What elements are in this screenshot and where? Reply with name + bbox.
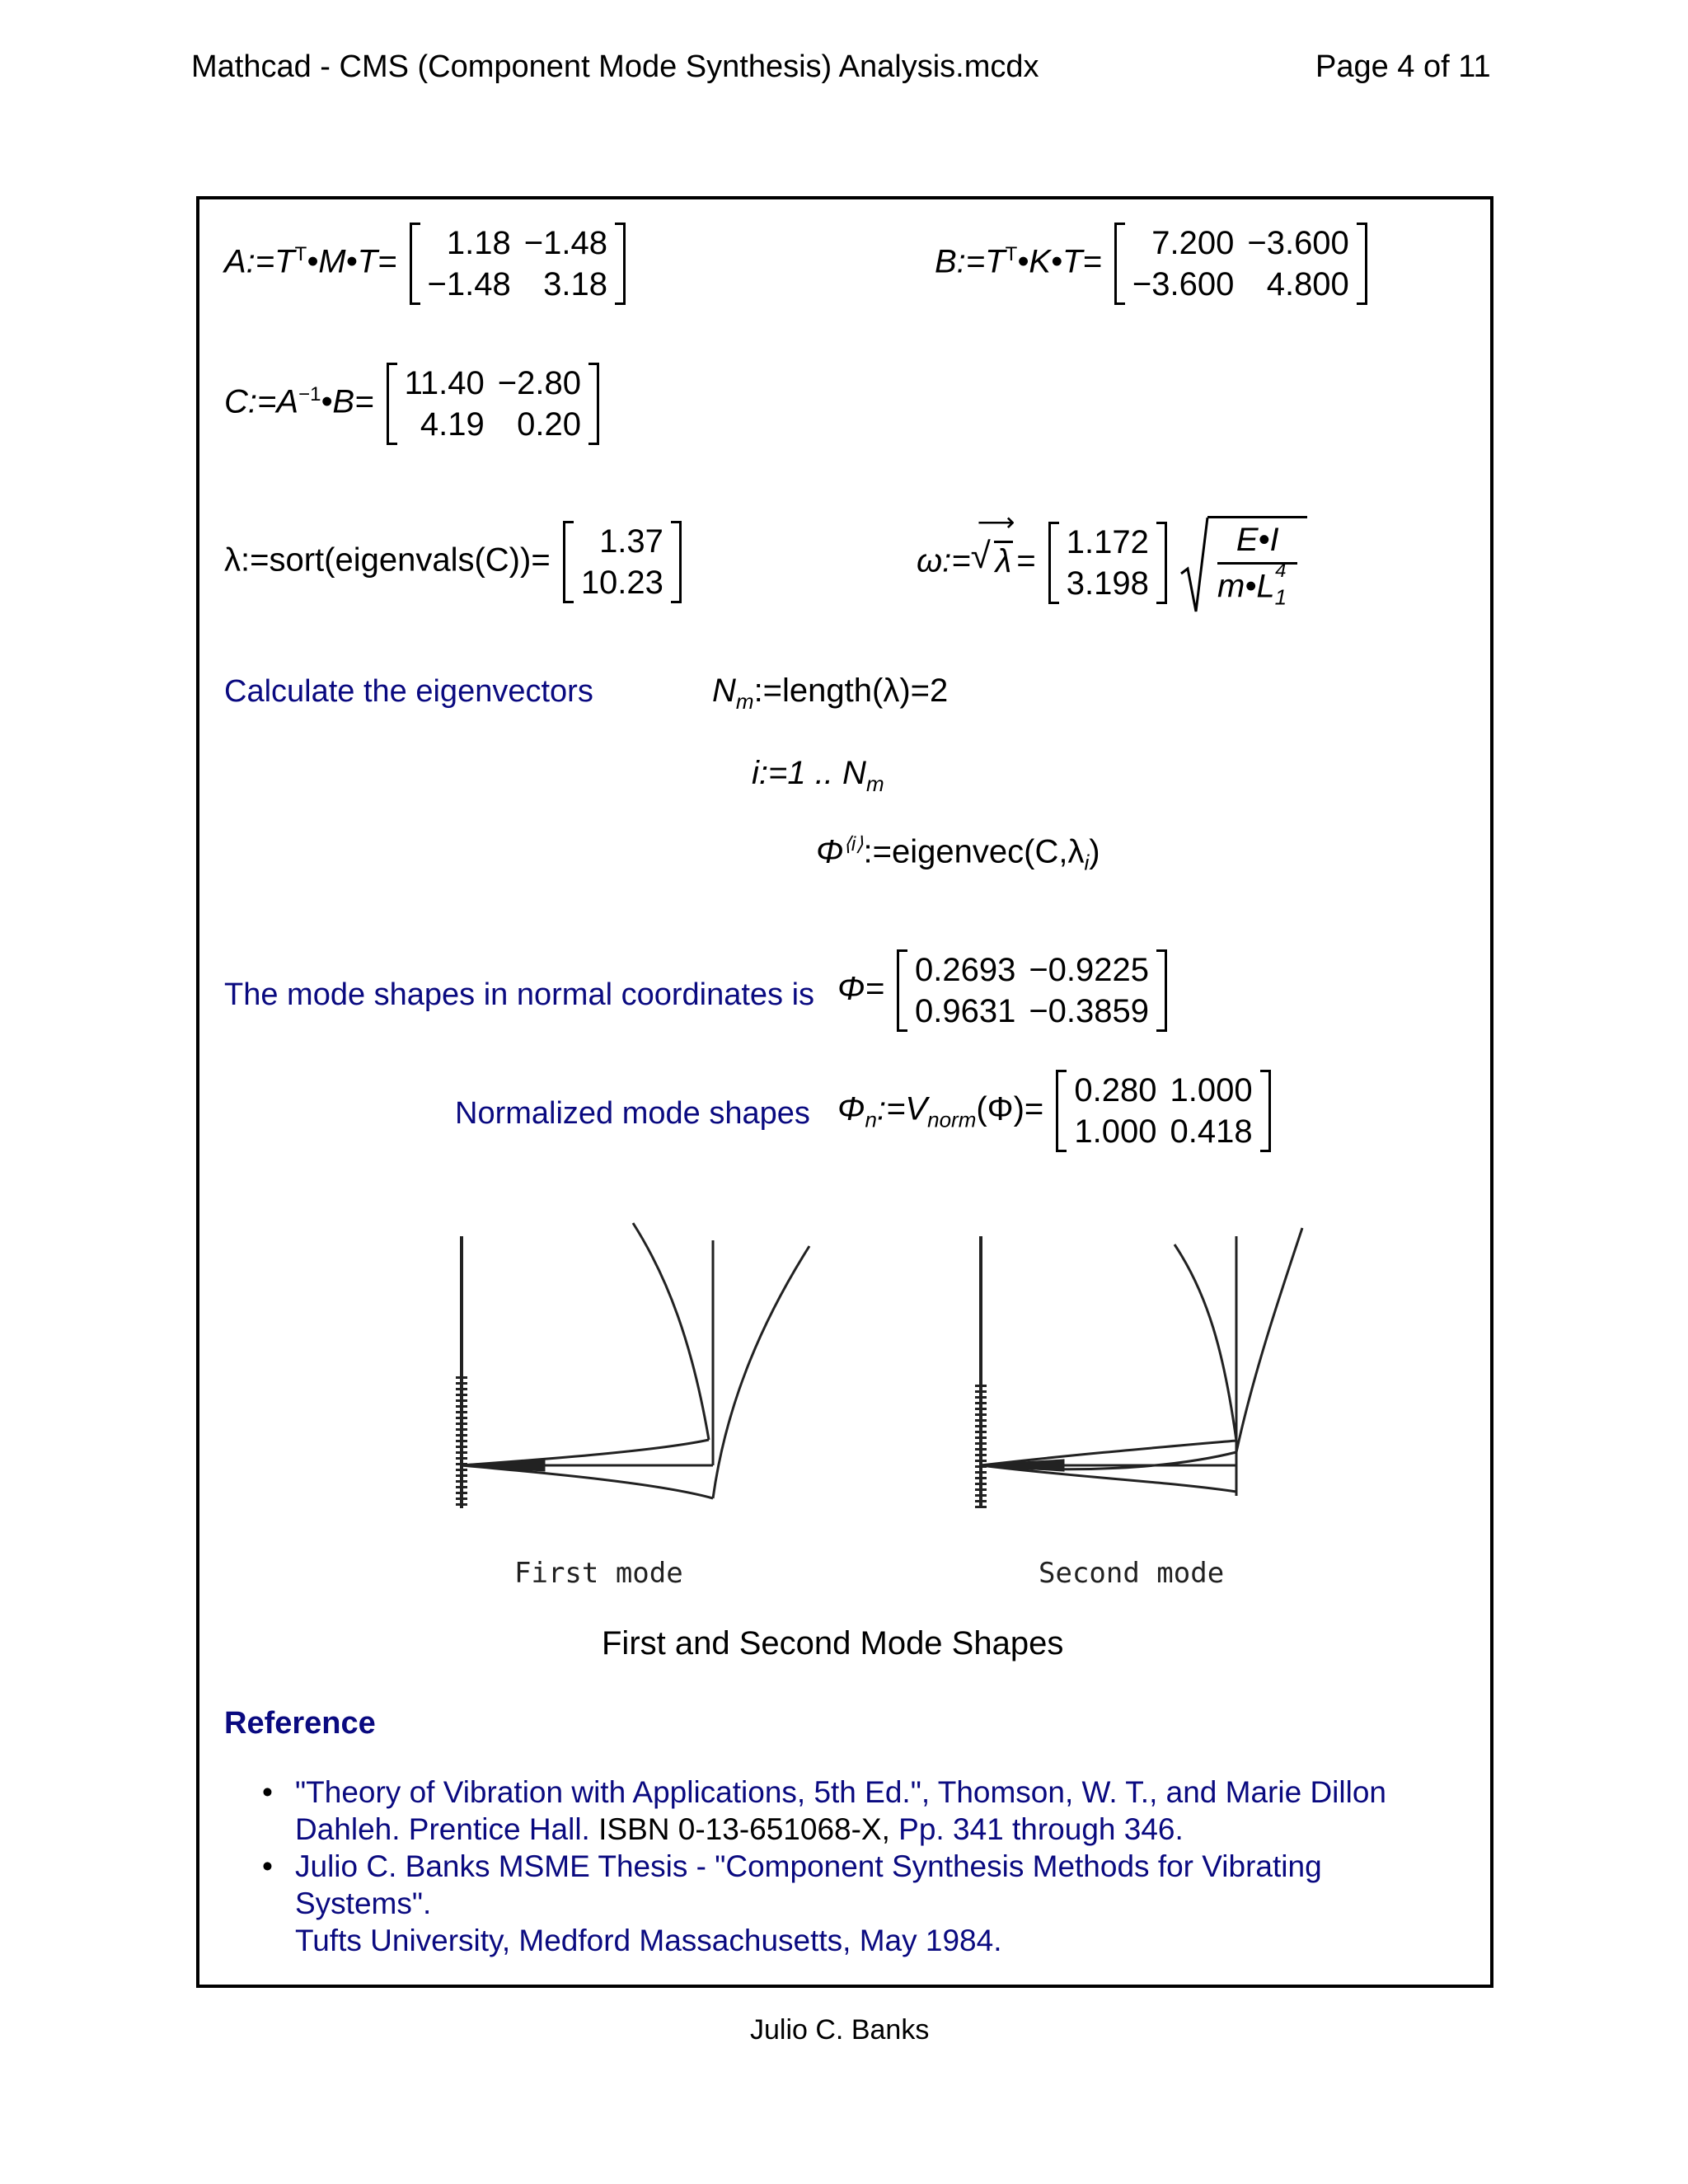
equation-B [935, 223, 1371, 305]
matrix-phi-n [1056, 1070, 1270, 1152]
eq-B-lhs: B:=T [935, 243, 1006, 280]
ref1-pages: Pp. 341 through 346. [898, 1812, 1184, 1846]
matrix-cell: 3.198 [1066, 565, 1149, 602]
eq-phi-close: ) [1089, 833, 1100, 870]
eq-norm-mid: :=V [876, 1090, 928, 1127]
eq-C-lhs: C:=A [224, 383, 299, 420]
equation-C [224, 363, 603, 445]
eq-norm-rest: (Φ)= [976, 1090, 1044, 1127]
matrix-cell: 1.000 [1170, 1072, 1253, 1108]
eq-A-sup: T [294, 243, 307, 266]
matrix-cell: 11.40 [404, 365, 485, 401]
reference-item-1 [262, 1774, 1465, 1848]
mode-shapes-figure [429, 1212, 1335, 1599]
matrix-cell: 4.19 [420, 406, 485, 443]
ref1-isbn: ISBN 0-13-651068-X, [589, 1812, 899, 1846]
matrix-C [387, 363, 599, 445]
eq-modes-lhs: Φ= [837, 970, 884, 1007]
eq-phi-lhs: Φ [816, 833, 844, 870]
eq-i-sub: m [865, 771, 884, 796]
matrix-phi [897, 949, 1167, 1032]
eq-i-lhs: i:=1 .. N [752, 755, 866, 791]
matrix-cell: 0.418 [1170, 1113, 1253, 1150]
second-mode-label: Second mode [1039, 1557, 1225, 1590]
eq-phi-sub: i [1084, 850, 1090, 875]
sqrt-lambda [970, 506, 1015, 580]
ref1-publisher: Dahleh. Prentice Hall. [295, 1812, 590, 1846]
document-title: Mathcad - CMS (Component Mode Synthesis) Analysis.mcdx [191, 49, 1039, 84]
matrix-cell: 4.800 [1266, 266, 1349, 302]
matrix-omega [1048, 522, 1167, 604]
equation-lambda [224, 521, 685, 603]
matrix-lambda [563, 521, 682, 603]
eq-Nm-rest: :=length(λ)=2 [753, 673, 949, 709]
matrix-cell: −1.48 [427, 266, 511, 302]
eq-norm-lhs: Φ [837, 1090, 865, 1127]
footer-author: Julio C. Banks [750, 2014, 930, 2046]
bullet-icon: • [262, 1775, 273, 1809]
matrix-cell: −3.600 [1247, 225, 1349, 261]
sqrt-arg: λ [995, 542, 1012, 579]
frac-den-sup: 4 [1275, 560, 1287, 582]
matrix-A [410, 223, 626, 305]
equation-A [224, 223, 629, 305]
equation-Nm [712, 673, 948, 715]
matrix-B [1114, 223, 1367, 305]
matrix-cell: 1.000 [1074, 1113, 1157, 1150]
eq-B-rest: •K•T= [1017, 243, 1102, 280]
sqrt-sign-icon [1179, 516, 1209, 615]
matrix-cell: 1.37 [599, 523, 663, 560]
eq-C-sup: −1 [298, 383, 321, 406]
eq-B-sup: T [1005, 243, 1018, 266]
eq-norm-mid-sub: norm [927, 1107, 977, 1132]
note-normalized: Normalized mode shapes [455, 1096, 810, 1131]
eq-phi-sup: ⟨i⟩ [843, 833, 864, 855]
matrix-cell: 1.18 [446, 225, 511, 261]
matrix-cell: 3.18 [543, 266, 607, 302]
equation-phi-normalized [837, 1070, 1274, 1152]
eq-norm-lhs-sub: n [865, 1107, 877, 1132]
matrix-cell: 0.9631 [914, 993, 1016, 1029]
note-calc-eigenvectors: Calculate the eigenvectors [224, 674, 593, 709]
matrix-cell: −0.3859 [1029, 993, 1150, 1029]
eq-Nm-lhs: N [712, 673, 736, 709]
eq-C-rest: •B= [321, 383, 374, 420]
equation-phi-matrix [837, 949, 1170, 1032]
ref2-institution: Tufts University, Medford Massachusetts, May 1984. [295, 1924, 1002, 1957]
frac-numerator: E•I [1217, 522, 1297, 565]
eq-A-rest: •M•T= [307, 243, 397, 280]
matrix-cell: 0.280 [1074, 1072, 1157, 1108]
equation-omega [917, 506, 1307, 610]
eq-lambda-lhs: λ:=sort(eigenvals(C))= [224, 541, 551, 579]
matrix-cell: −3.600 [1132, 266, 1235, 302]
reference-item-2 [262, 1848, 1465, 1959]
eq-A-lhs: A:=T [224, 243, 295, 280]
second-mode-diagram [981, 1228, 1302, 1508]
matrix-cell: 1.172 [1066, 524, 1149, 561]
first-mode-label: First mode [514, 1557, 683, 1590]
eq-omega-eq: = [1016, 542, 1036, 579]
figure-caption: First and Second Mode Shapes [602, 1625, 1064, 1661]
frac-den-text: m•L [1217, 568, 1275, 605]
sqrt-fraction [1179, 516, 1307, 610]
equation-phi-eigenvec [816, 832, 1100, 875]
first-mode-diagram [462, 1223, 809, 1508]
bullet-icon: • [262, 1849, 273, 1883]
matrix-cell: −0.9225 [1029, 952, 1150, 988]
page-number: Page 4 of 11 [1315, 49, 1491, 84]
eq-omega-lhs: ω:= [917, 542, 971, 579]
eq-Nm-sub: m [735, 689, 754, 714]
matrix-cell: 10.23 [580, 565, 663, 601]
frac-denominator [1217, 560, 1297, 610]
matrix-cell: −2.80 [497, 365, 581, 401]
matrix-cell: 0.2693 [914, 952, 1016, 988]
reference-heading: Reference [224, 1706, 376, 1741]
note-mode-shapes: The mode shapes in normal coordinates is [224, 977, 815, 1012]
ref1-title: "Theory of Vibration with Applications, 5th Ed.", Thomson, W. T., and Marie Dillon [295, 1775, 1386, 1809]
vectorize-arrow-icon: ⟶ [977, 506, 1015, 537]
matrix-cell: 0.20 [517, 406, 581, 443]
ref2-title: Julio C. Banks MSME Thesis - "Component Synthesis Methods for Vibrating Systems". [295, 1849, 1322, 1920]
matrix-cell: −1.48 [523, 225, 607, 261]
equation-i-range [752, 755, 884, 797]
eq-phi-rest: :=eigenvec(C,λ [863, 833, 1085, 870]
sqrt-icon: √ [970, 535, 991, 576]
matrix-cell: 7.200 [1151, 225, 1235, 261]
frac-den-sub: 1 [1274, 584, 1287, 610]
